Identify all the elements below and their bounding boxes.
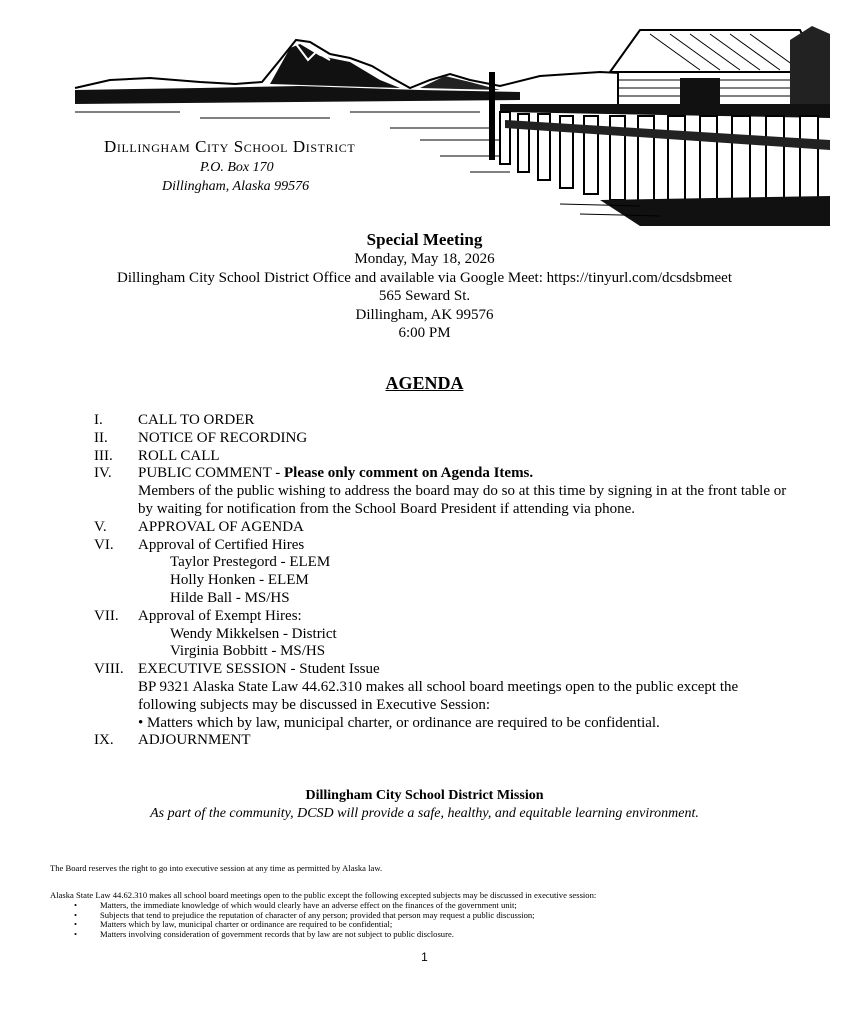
bullet-mark: • — [74, 909, 78, 920]
executive-session-notice: The Board reserves the right to go into executive session at any time as permitted by Alaska law. — [50, 863, 383, 873]
list-item: • Matters which by law, municipal charter or ordinance are required to be confidential; — [74, 919, 393, 930]
agenda-item — [94, 537, 794, 608]
item-text: ROLL CALL — [138, 447, 220, 464]
state-law-intro: Alaska State Law 44.62.310 makes all school board meetings open to the public except the following excepted subjects may be discussed in executive session: — [50, 890, 597, 900]
mission-text: As part of the community, DCSD will provide a safe, healthy, and equitable learning environment. — [150, 806, 699, 821]
list-item: • Matters, the immediate knowledge of which would clearly have an adverse effect on the finances of the government unit; — [74, 899, 517, 910]
mission-title: Dillingham City School District Mission — [305, 788, 544, 803]
item-text: EXECUTIVE SESSION - Student Issue — [138, 661, 380, 678]
item-text: Approval of Exempt Hires: — [138, 607, 302, 624]
excepted-subjects-list — [50, 901, 790, 940]
item-text: APPROVAL OF AGENDA — [138, 518, 304, 535]
hire-entry: Hilde Ball - MS/HS — [170, 589, 290, 606]
hire-entry: Holly Honken - ELEM — [170, 572, 309, 589]
item-number: I. — [94, 412, 103, 428]
item-detail: BP 9321 Alaska State Law 44.62.310 makes all school board meetings open to the public except the following subjects may be discussed in Executive Session: — [138, 678, 739, 713]
agenda-item — [94, 430, 794, 448]
item-number: VII. — [94, 607, 119, 624]
list-item: • Matters involving consideration of government records that by law are not subject to public disclosure. — [74, 929, 454, 940]
item-text: NOTICE OF RECORDING — [138, 429, 308, 446]
meeting-city: Dillingham, AK 99576 — [355, 306, 494, 323]
agenda-item — [94, 608, 794, 661]
letterhead — [0, 0, 849, 230]
hire-entry: Virginia Bobbitt - MS/HS — [170, 643, 326, 660]
agenda-title: AGENDA — [385, 373, 464, 393]
agenda-item — [94, 661, 794, 732]
meeting-title: Special Meeting — [366, 230, 483, 249]
mission-statement — [0, 787, 849, 823]
item-number: VIII. — [94, 661, 124, 678]
agenda-item — [94, 412, 794, 430]
hire-entry: Taylor Prestegord - ELEM — [170, 554, 331, 571]
item-number: IV. — [94, 465, 112, 482]
agenda-item — [94, 732, 794, 750]
agenda-item — [94, 519, 794, 537]
item-text: ADJOURNMENT — [138, 732, 251, 749]
agenda-list — [94, 412, 794, 750]
meeting-street: 565 Seward St. — [378, 288, 471, 304]
item-bullet: • Matters which by law, municipal charter, or ordinance are required to be confidential. — [138, 714, 660, 731]
agenda-item — [94, 448, 794, 466]
item-number: IX. — [94, 732, 114, 749]
agenda-item — [94, 465, 794, 518]
list-item: • Subjects that tend to prejudice the reputation of character of any person; provided that person may request a public discussion; — [74, 909, 535, 920]
meeting-location: Dillingham City School District Office and available via Google Meet: https://tinyurl.com/dcsdsbmeet — [116, 269, 733, 286]
item-detail: Members of the public wishing to address the board may do so at this time by signing in at the front table or by waiting for notification from the School Board President if attending via phone. — [138, 483, 787, 517]
meeting-time: 6:00 PM — [398, 325, 451, 341]
meeting-info — [0, 229, 849, 343]
item-number: III. — [94, 447, 113, 464]
item-text: PUBLIC COMMENT - — [138, 465, 284, 482]
district-name: Dillingham City School District — [104, 137, 356, 156]
item-number: VI. — [94, 536, 114, 553]
item-emphasis: Please only comment on Agenda Items. — [284, 465, 534, 482]
meeting-date: Monday, May 18, 2026 — [354, 251, 495, 267]
item-number: V. — [94, 518, 107, 535]
state-law-notice — [50, 891, 790, 940]
district-city: Dillingham, Alaska 99576 — [162, 179, 310, 194]
bullet-mark: • — [74, 899, 78, 910]
landscape-dock-illustration — [0, 0, 849, 230]
bullet-mark: • — [74, 919, 78, 930]
hire-entry: Wendy Mikkelsen - District — [170, 625, 337, 642]
item-text: CALL TO ORDER — [138, 412, 255, 428]
district-po-box: P.O. Box 170 — [200, 160, 274, 175]
item-number: II. — [94, 429, 108, 446]
bullet-mark: • — [74, 929, 78, 940]
item-text: Approval of Certified Hires — [138, 536, 305, 553]
page-number: 1 — [421, 950, 428, 964]
